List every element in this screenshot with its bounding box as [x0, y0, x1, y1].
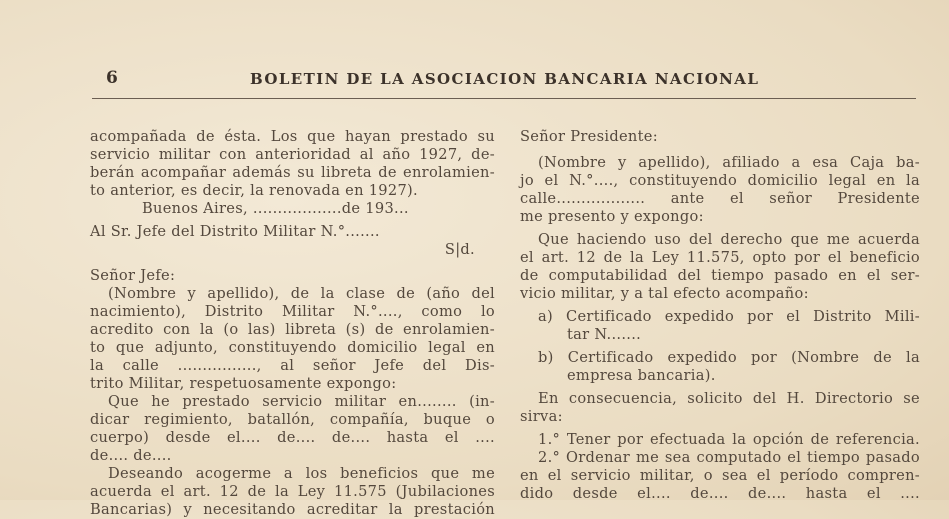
- list-item: 1.° Tener por efectuada la opción de referencia.: [538, 431, 920, 448]
- text-line: la calle ................, al señor Jefe del Dis-: [90, 357, 495, 374]
- list-item-continuation: tar N.......: [567, 326, 642, 343]
- text-line: (Nombre y apellido), de la clase de (año del: [108, 285, 495, 302]
- sd-abbreviation: S|d.: [444, 241, 475, 258]
- text-line: acredito con la (o las) libreta (s) de enrolamien-: [90, 321, 495, 338]
- list-item-continuation: empresa bancaria).: [567, 367, 716, 384]
- text-line: (Nombre y apellido), afiliado a esa Caja ba-: [538, 154, 920, 171]
- list-item: b) Certificado expedido por (Nombre de la: [538, 349, 920, 366]
- text-line: jo el N.°...., constituyendo domicilio legal en la: [520, 172, 920, 189]
- left-column: [90, 128, 495, 519]
- salutation: Señor Jefe:: [90, 267, 176, 284]
- text-line: acompañada de ésta. Los que hayan prestado su: [90, 128, 495, 145]
- list-item: a) Certificado expedido por el Distrito Mili-: [538, 308, 920, 325]
- text-line: de computabilidad del tiempo pasado en el ser-: [520, 267, 920, 284]
- running-head-title: BOLETIN DE LA ASOCIACION BANCARIA NACIONAL: [250, 70, 760, 88]
- addressee-line: Al Sr. Jefe del Distrito Militar N.°.......: [90, 223, 380, 240]
- text-line: to anterior, es decir, la renovada en 1927).: [90, 182, 418, 199]
- text-line: acuerda el art. 12 de la Ley 11.575 (Jubilaciones: [90, 483, 495, 500]
- text-line: trito Militar, respetuosamente expongo:: [90, 375, 397, 392]
- text-line: to que adjunto, constituyendo domicilio legal en: [90, 339, 495, 356]
- page-number: 6: [106, 68, 119, 88]
- text-line: Que he prestado servicio militar en........ (in-: [108, 393, 495, 410]
- header-rule: [92, 98, 916, 99]
- text-line: Que haciendo uso del derecho que me acuerda: [538, 231, 920, 248]
- text-line: en el servicio militar, o sea el período compren-: [520, 467, 920, 484]
- text-line: berán acompañar además su libreta de enrolamien-: [90, 164, 495, 181]
- text-line: dicar regimiento, batallón, compañía, buque o: [90, 411, 495, 428]
- date-line: Buenos Aires, ..................de 193...: [142, 200, 409, 217]
- right-column: [520, 128, 920, 503]
- text-line: me presento y expongo:: [520, 208, 704, 225]
- text-line: dido desde el.... de.... de.... hasta el ....: [520, 485, 920, 502]
- text-line: servicio militar con anterioridad al año 1927, de-: [90, 146, 495, 163]
- text-line: Bancarias) y necesitando acreditar la prestación: [90, 501, 495, 518]
- text-line: de.... de....: [90, 447, 172, 464]
- text-line: Deseando acogerme a los beneficios que me: [108, 465, 495, 482]
- text-line: calle.................. ante el señor Presidente: [520, 190, 920, 207]
- text-line: En consecuencia, solicito del H. Directorio se: [538, 390, 920, 407]
- salutation: Señor Presidente:: [520, 128, 658, 145]
- text-line: cuerpo) desde el.... de.... de.... hasta el ....: [90, 429, 495, 446]
- text-line: el art. 12 de la Ley 11.575, opto por el beneficio: [520, 249, 920, 266]
- text-line: vicio militar, y a tal efecto acompaño:: [520, 285, 809, 302]
- text-line: sirva:: [520, 408, 563, 425]
- list-item: 2.° Ordenar me sea computado el tiempo pasado: [538, 449, 920, 466]
- text-line: nacimiento), Distrito Militar N.°...., como lo: [90, 303, 495, 320]
